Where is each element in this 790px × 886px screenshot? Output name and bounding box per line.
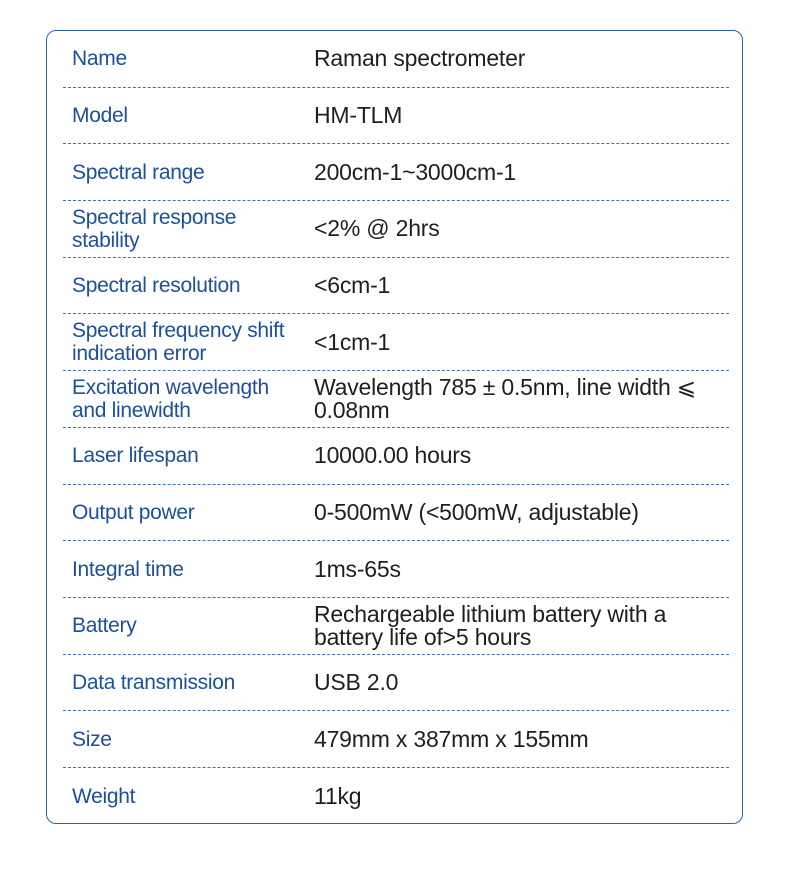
spec-row-frequency-shift-error	[63, 314, 729, 371]
spec-label: Spectral frequency shift indication error	[72, 319, 285, 366]
spec-value: <6cm-1	[314, 272, 391, 299]
spec-value: 0-500mW (<500mW, adjustable)	[314, 498, 639, 525]
spec-label: Spectral resolution	[72, 274, 241, 298]
spec-label: Weight	[72, 784, 136, 808]
spec-label: Spectral response stability	[72, 205, 237, 252]
spec-row-integral-time	[63, 541, 729, 598]
spec-label: Spectral range	[72, 160, 205, 184]
spec-row-name	[63, 31, 729, 88]
spec-row-response-stability	[63, 201, 729, 258]
spec-value: 1ms-65s	[314, 555, 401, 582]
spec-label: Battery	[72, 614, 137, 638]
spec-row-resolution	[63, 258, 729, 315]
spec-row-weight	[63, 768, 729, 825]
spec-label: Name	[72, 47, 127, 71]
spec-label: Data transmission	[72, 670, 235, 694]
spec-row-excitation-wavelength	[63, 371, 729, 428]
spec-label: Size	[72, 727, 112, 751]
spec-label: Output power	[72, 500, 195, 524]
spec-value: Wavelength 785 ± 0.5nm, line width ⩽ 0.08nm	[314, 373, 696, 423]
spec-label: Integral time	[72, 557, 184, 581]
spec-row-output-power	[63, 485, 729, 542]
spec-value: USB 2.0	[314, 668, 399, 695]
spec-value: 11kg	[314, 782, 362, 809]
spec-row-spectral-range	[63, 144, 729, 201]
spec-value: <2% @ 2hrs	[314, 215, 440, 242]
spec-value: 479mm x 387mm x 155mm	[314, 725, 589, 752]
spec-row-laser-lifespan	[63, 428, 729, 485]
spec-row-data-transmission	[63, 655, 729, 712]
spec-row-battery	[63, 598, 729, 655]
spec-row-size	[63, 711, 729, 768]
spec-value: HM-TLM	[314, 102, 403, 129]
spec-value: Rechargeable lithium battery with a battery life of>5 hours	[314, 600, 667, 650]
spec-value: 10000.00 hours	[314, 442, 472, 469]
spec-table	[63, 31, 729, 825]
spec-value: 200cm-1~3000cm-1	[314, 158, 516, 185]
spec-card	[46, 30, 743, 824]
spec-value: <1cm-1	[314, 328, 391, 355]
spec-row-model	[63, 88, 729, 145]
spec-label: Model	[72, 104, 128, 128]
spec-value: Raman spectrometer	[314, 45, 526, 72]
spec-label: Laser lifespan	[72, 444, 199, 468]
spec-label: Excitation wavelength and linewidth	[72, 375, 269, 422]
